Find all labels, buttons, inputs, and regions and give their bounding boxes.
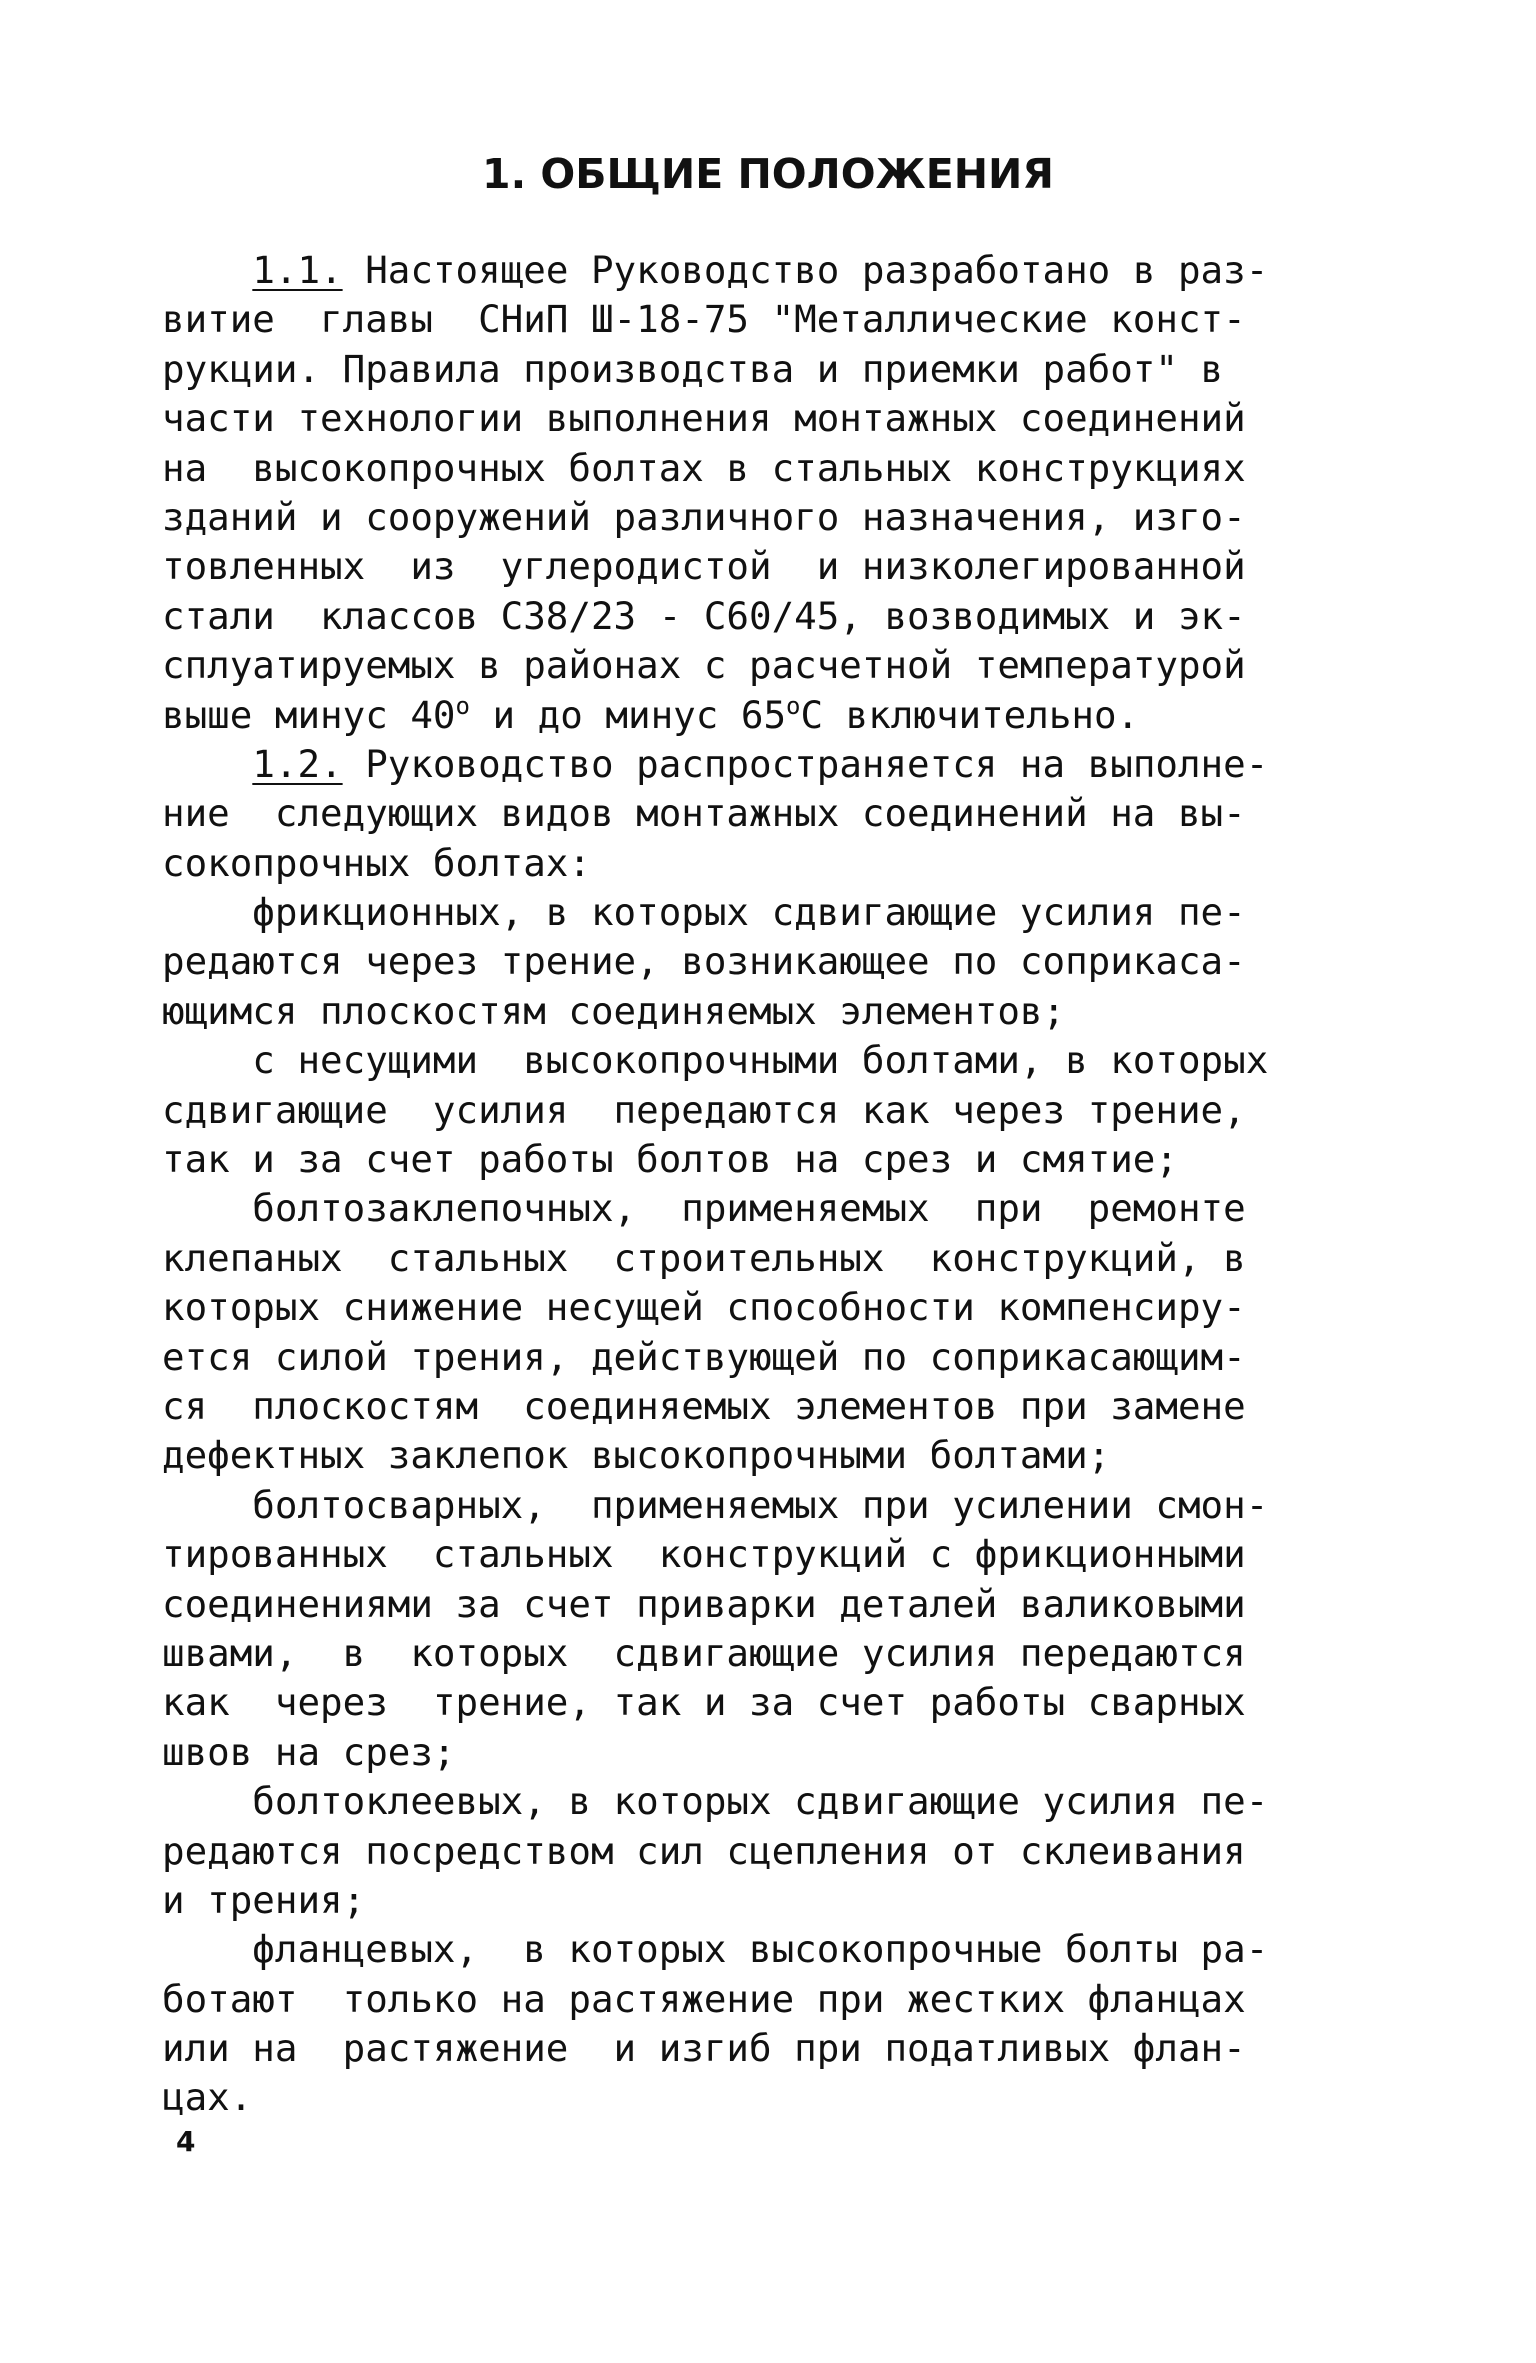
section-heading: 1. ОБЩИЕ ПОЛОЖЕНИЯ [482, 150, 1054, 198]
text-line: товленных из углеродистой и низколегированной [162, 544, 1246, 589]
text-line: выше минус $40^о$ и до минус $65^оС$ включительно. [162, 691, 1140, 737]
text-line: фланцевых, в которых высокопрочные болты ра- [162, 1927, 1269, 1972]
text-line: ние следующих видов монтажных соединений на вы- [162, 791, 1246, 836]
text-line: на высокопрочных болтах в стальных конструкциях [162, 445, 1246, 490]
list-item-flange [162, 1925, 1362, 2123]
text-line: части технологии выполнения монтажных соединений [162, 396, 1246, 441]
paragraph-1-1 [162, 246, 1362, 740]
body-text [162, 246, 1362, 2123]
text-line: как через трение, так и за счет работы сварных [162, 1680, 1246, 1725]
text-line: которых снижение несущей способности компенсиру- [162, 1285, 1246, 1330]
text-line: стали классов С38/23 - С60/45, возводимых и эк- [162, 593, 1246, 638]
page-number: 4 [176, 2125, 196, 2158]
text-line: 1.1. Настоящее Руководство разработано в раз- [252, 248, 1269, 292]
text-line: сплуатируемых в районах с расчетной температурой [162, 643, 1246, 688]
list-item-friction [162, 888, 1362, 1036]
text-line: рукции. Правила производства и приемки работ" в [162, 346, 1224, 391]
text-line: сдвигающие усилия передаются как через трение, [162, 1087, 1246, 1132]
text-line: редаются посредством сил сцепления от склеивания [162, 1828, 1246, 1873]
text-line: фрикционных, в которых сдвигающие усилия пе- [162, 890, 1246, 935]
list-item-bolt-glue [162, 1777, 1362, 1925]
text-line: витие главы СНиП Ш-18-75 "Металлические конст- [162, 297, 1246, 342]
text-line: сокопрочных болтах: [162, 840, 591, 885]
text-line: швов на срез; [162, 1729, 456, 1774]
text-line: зданий и сооружений различного назначения, изго- [162, 494, 1246, 539]
clause-number: 1.2. [252, 741, 343, 786]
list-item-bolt-weld [162, 1481, 1362, 1777]
list-item-bolt-rivet [162, 1184, 1362, 1480]
text-line: ется силой трения, действующей по соприкасающим- [162, 1334, 1246, 1379]
text-line: ся плоскостям соединяемых элементов при замене [162, 1383, 1246, 1428]
text-line: цах. [162, 2075, 253, 2120]
text-line: соединениями за счет приварки деталей валиковыми [162, 1581, 1246, 1626]
degree-sign: о [455, 691, 470, 720]
text-line: тированных стальных конструкций с фрикционными [162, 1532, 1246, 1577]
paragraph-1-2 [162, 740, 1362, 888]
text-line: швами, в которых сдвигающие усилия передаются [162, 1630, 1246, 1675]
text-line: так и за счет работы болтов на срез и смятие; [162, 1137, 1178, 1182]
text-line: болтоклеевых, в которых сдвигающие усилия пе- [162, 1779, 1269, 1824]
text-line: с несущими высокопрочными болтами, в которых [162, 1038, 1269, 1083]
text-line: болтосварных, применяемых при усилении смон- [162, 1482, 1269, 1527]
text-line: клепаных стальных строительных конструкций, в [162, 1235, 1246, 1280]
text-line: 1.2. Руководство распространяется на выполне- [252, 741, 1269, 786]
text-line: дефектных заклепок высокопрочными болтами; [162, 1433, 1111, 1478]
text-line: или на растяжение и изгиб при податливых флан- [162, 2026, 1246, 2071]
text-line: болтозаклепочных, применяемых при ремонте [162, 1186, 1246, 1231]
clause-number: 1.1. [252, 248, 343, 292]
text-line: ющимся плоскостям соединяемых элементов; [162, 988, 1066, 1033]
degree-sign: о [786, 691, 801, 720]
text-line: и трения; [162, 1877, 366, 1922]
list-item-bearing [162, 1036, 1362, 1184]
text-line: редаются через трение, возникающее по соприкаса- [162, 939, 1246, 984]
text-line: ботают только на растяжение при жестких фланцах [162, 1976, 1246, 2021]
